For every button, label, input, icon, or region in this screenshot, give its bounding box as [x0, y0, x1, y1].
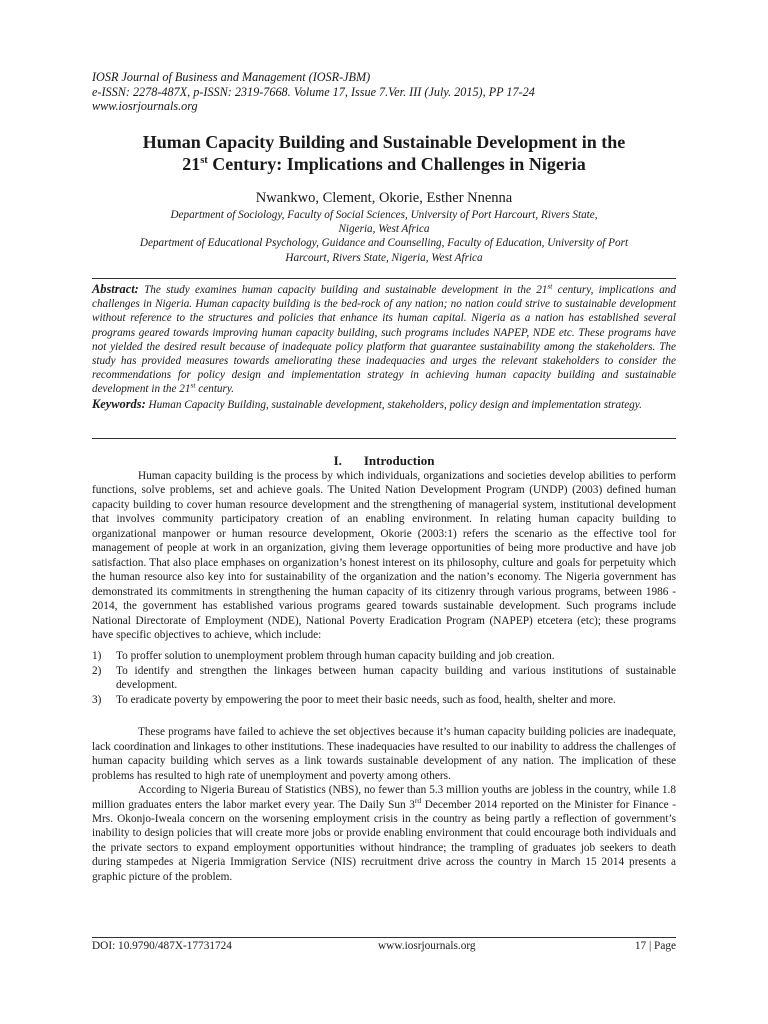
abstract-superscript: st: [547, 281, 553, 291]
abstract-top-rule: [92, 278, 676, 279]
objectives-list: [92, 649, 676, 707]
abstract-text: The study examines human capacity building and sustainable development in the 21: [138, 284, 548, 296]
footer-website: www.iosrjournals.org: [378, 940, 476, 952]
body-paragraph-2: These programs have failed to achieve the set objectives because it’s human capacity building policies are inadequate, lack coordination and linkages to other institutions. These inadequacies have resulted to our inability to address the challenges of human capacity building which serves as a link towards sustainable development of any nation. The implication of these problems has resulted to high rate of unemployment and poverty among others.: [92, 726, 676, 782]
list-item: [92, 693, 676, 707]
section-title: Introduction: [363, 453, 435, 468]
abstract-label: Abstract:: [92, 282, 139, 296]
body-text: [92, 469, 676, 884]
list-marker: 2): [92, 664, 102, 677]
footer-rule: [92, 937, 676, 938]
journal-header: [92, 70, 676, 114]
journal-website: www.iosrjournals.org: [92, 99, 198, 114]
body-paragraph-1: Human capacity building is the process by which individuals, organizations and societies develop abilities to perform functions, solve problems, set and achieve goals. The United Nation Development Program (UNDP) (2003) defined human capacity building to cover human resource development and the strengthening of managerial system, institutional development that involves community participatory creation of an enabling environment. In relating human capacity building to organizational manpower or human resource development, Okorie (2003:1) refers the scenario as the effective tool for management of people at work in an organization, giving them leverage opportunities of being more productive and have job satisfaction. That also place emphases on organization’s honest interest on its philosophy, culture and goals for perpetuity which the human resource also key into for sustainability of the organization and the nation’s economy. The Nigeria government has demonstrated its commitments in strengthening the human capacity of its citizenry through various programs, between 1986 - 2014, the government has established various programs geared towards sustainable development. Such programs include National Directorate of Employment (NDE), National Poverty Eradication Program (NAPEP) etcetera (etc); these programs have specific objectives to achieve, which include:: [92, 470, 676, 641]
section-heading: [92, 453, 676, 469]
issn-line: e-ISSN: 2278-487X, p-ISSN: 2319-7668. Volume 17, Issue 7.Ver. III (July. 2015), PP 17-24: [92, 84, 535, 99]
date-superscript: rd: [414, 795, 422, 805]
title-century-number: 21: [182, 154, 201, 174]
keywords-paragraph: [92, 397, 676, 412]
keywords-label: Keywords:: [92, 396, 146, 411]
abstract-text: century.: [195, 383, 235, 396]
affiliations: [92, 208, 676, 265]
keywords-text: Human Capacity Building, sustainable development, stakeholders, policy design and implementation strategy.: [145, 398, 642, 411]
list-item-text: To proffer solution to unemployment problem through human capacity building and job creation.: [116, 650, 555, 663]
list-item-text: To eradicate poverty by empowering the poor to meet their basic needs, such as food, health, shelter and more.: [116, 693, 616, 706]
abstract-bottom-rule: [92, 438, 676, 439]
abstract-block: [92, 282, 676, 412]
paragraph-text: December 2014 reported on the Minister for Finance - Mrs. Okonjo-Iweala concern on the worsening employment crisis in the country as being partly a reflection of government’s inability to design policies that will create more jobs or provide enabling environment that could encourage both individuals and the private sectors to expand employment opportunities without hindrance; the trampling of graduates job seekers to death during stampedes at Nigeria Immigration Service (NIS) recruitment drive across the country in March 15 2014 presents a graphic picture of the problem.: [92, 798, 676, 883]
affiliation-line: Department of Educational Psychology, Guidance and Counselling, Faculty of Education, University of Port: [139, 237, 629, 250]
paper-title: [92, 131, 676, 175]
list-item: [92, 664, 676, 693]
abstract-paragraph: [92, 282, 676, 397]
list-marker: 1): [92, 650, 102, 663]
author-list: Nwankwo, Clement, Okorie, Esther Nnenna: [255, 190, 513, 206]
list-item: [92, 649, 676, 663]
list-item-text: To identify and strengthen the linkages between human capacity building and various institutions of sustainable development.: [116, 664, 676, 692]
affiliation-line: Harcourt, Rivers State, Nigeria, West Africa: [285, 251, 483, 264]
footer-doi: DOI: 10.9790/487X-17731724: [92, 940, 232, 952]
body-paragraph-3: [92, 783, 676, 884]
title-line-2: [92, 153, 676, 175]
journal-name: IOSR Journal of Business and Management (IOSR-JBM): [92, 70, 371, 84]
section-number: I.: [333, 453, 342, 468]
abstract-text: century, implications and challenges in Nigeria. Human capacity building is the bed-rock of any nation; no nation could strive to sustainable development without reference to the structures and policies that enhance its human capital. Nigeria as a nation has established several programs geared towards improving human capacity building, such programs includes NAPEP, NDE etc. These programs have not yielded the desired result because of inadequate policy platform that guarantee sustainability among the stakeholders. The study has provided measures towards ameliorating these inadequacies and urges the relevant stakeholders to consider the recommendations for policy design and implementation strategy in achieving human capacity building and sustainable development in the 21: [92, 284, 676, 396]
title-line-1: Human Capacity Building and Sustainable Development in the: [142, 132, 626, 152]
footer-page-number: 17 | Page: [634, 940, 676, 952]
title-line-2-text: Century: Implications and Challenges in Nigeria: [207, 154, 586, 174]
title-superscript: st: [200, 155, 208, 166]
paragraph-text: According to Nigeria Bureau of Statistics (NBS), no fewer than 5.3 million youths are jobless in the country, while 1.8 million graduates enters the labor market every year. The Daily Sun 3: [92, 784, 676, 811]
affiliation-line: Department of Sociology, Faculty of Social Sciences, University of Port Harcourt, Rivers State,: [170, 209, 598, 221]
abstract-superscript: st: [190, 380, 196, 390]
list-marker: 3): [92, 693, 102, 706]
affiliation-line: Nigeria, West Africa: [338, 223, 430, 236]
